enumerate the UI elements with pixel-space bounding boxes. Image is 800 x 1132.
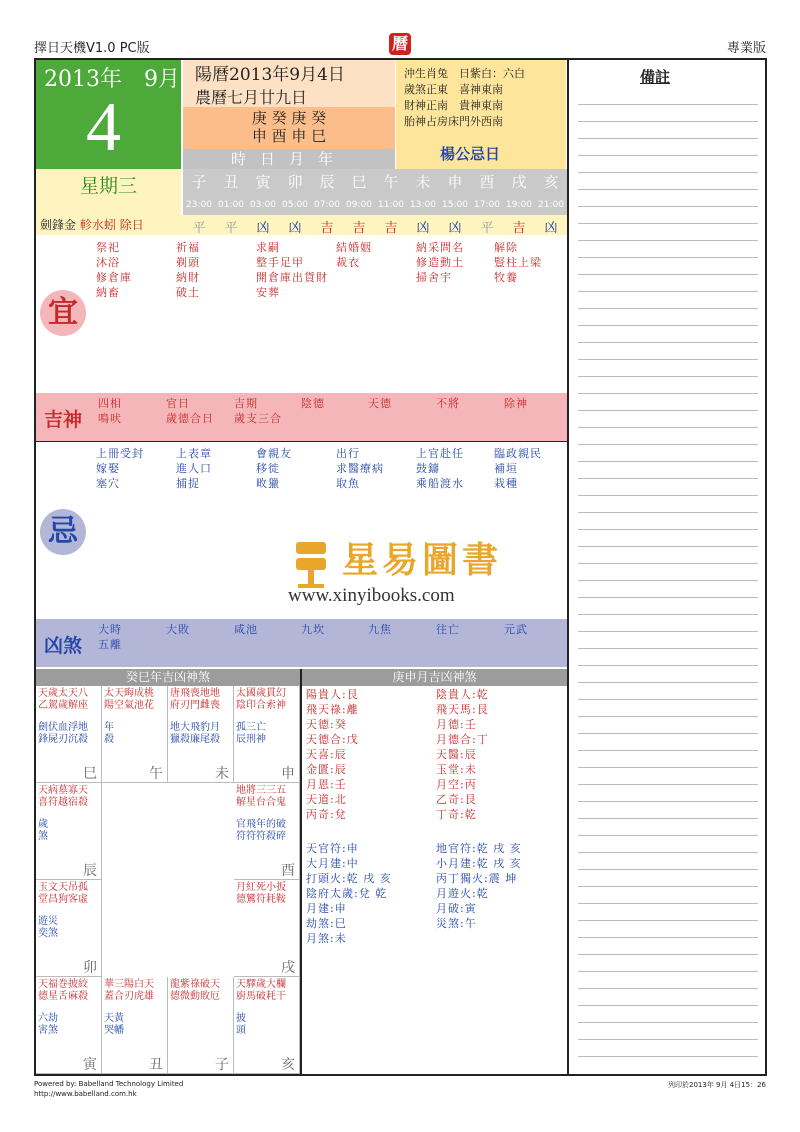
hour-time: 13:00 <box>410 200 436 210</box>
info-box <box>396 60 566 169</box>
month-good: 丙奇:兌 <box>306 808 347 821</box>
note-line[interactable] <box>578 223 758 224</box>
hour-branch: 未 <box>415 173 431 191</box>
hour-branch: 午 <box>383 173 399 191</box>
year-cell-good: 月紅死小扳 德鸞符耗鞍 <box>236 882 286 905</box>
note-line[interactable] <box>578 682 758 683</box>
month-good: 天道:北 <box>306 793 347 806</box>
hour-luck: 吉 <box>320 221 334 236</box>
ji-item: 塞穴 <box>96 477 120 490</box>
note-line[interactable] <box>578 954 758 955</box>
note-line[interactable] <box>578 767 758 768</box>
month-good: 天德合:戊 <box>306 733 359 746</box>
ji-item: 鼓鑄 <box>416 462 440 475</box>
note-line[interactable] <box>578 699 758 700</box>
hour-branch: 申 <box>447 173 463 191</box>
year-cell-good: 天歲太天八 乙駕歲解座 <box>38 688 88 711</box>
note-line[interactable] <box>578 614 758 615</box>
yi-item: 破土 <box>176 286 200 299</box>
month-bad: 打頭火:乾 戌 亥 <box>306 872 392 885</box>
note-line[interactable] <box>578 427 758 428</box>
year-cell-bad: 天黃 哭幡 <box>104 1013 124 1036</box>
yi-item: 納財 <box>176 271 200 284</box>
hour-branch: 寅 <box>255 173 271 191</box>
note-line[interactable] <box>578 937 758 938</box>
year-cell <box>36 977 102 1074</box>
note-line[interactable] <box>578 750 758 751</box>
note-line[interactable] <box>578 869 758 870</box>
note-line[interactable] <box>578 155 758 156</box>
hour-time: 21:00 <box>538 200 564 210</box>
year-cell-good: 龍紫祿破天 德微動敗厄 <box>170 979 220 1002</box>
note-line[interactable] <box>578 818 758 819</box>
jishen-item: 四相 <box>98 397 122 410</box>
hour-time: 09:00 <box>346 200 372 210</box>
month-bad: 小月建:乾 戌 亥 <box>436 857 522 870</box>
year-month: 2013年 9月 <box>44 67 180 92</box>
ji-item: 移徙 <box>256 462 280 475</box>
lunar-date: 農曆七月廿九日 <box>183 85 395 107</box>
branches: 申 酉 申 巳 <box>251 127 327 145</box>
yi-item: 牧養 <box>494 271 518 284</box>
year-cell-bad: 官飛年的破 符符符殺碎 <box>236 819 286 842</box>
yi-item: 結婚姻 <box>336 241 372 254</box>
ji-item: 上冊受封 <box>96 447 144 460</box>
yi-item: 安葬 <box>256 286 280 299</box>
note-line[interactable] <box>578 138 758 139</box>
year-cell-bad: 歲 煞 <box>38 819 48 842</box>
month-good: 飛天馬:艮 <box>436 703 489 716</box>
note-line[interactable] <box>578 784 758 785</box>
ji-item: 上表章 <box>176 447 212 460</box>
note-line[interactable] <box>578 495 758 496</box>
note-line[interactable] <box>578 971 758 972</box>
note-line[interactable] <box>578 274 758 275</box>
note-line[interactable] <box>578 665 758 666</box>
footer-url: http://www.babelland.com.hk <box>34 1090 137 1098</box>
month-bad: 劫煞:巳 <box>306 917 347 930</box>
hour-time: 15:00 <box>442 200 468 210</box>
note-line[interactable] <box>578 478 758 479</box>
note-line[interactable] <box>578 121 758 122</box>
hour-time: 07:00 <box>314 200 340 210</box>
year-cell-good: 玉文天吊孤 堂昌狗客虛 <box>38 882 88 905</box>
month-bad: 月遊火:乾 <box>436 887 489 900</box>
note-line[interactable] <box>578 529 758 530</box>
hour-luck-row <box>183 215 567 235</box>
year-cell-bad: 孤三亡 辰刑神 <box>236 722 266 745</box>
jishen-item: 歲德合日 <box>166 412 214 425</box>
month-good: 陰貴人:乾 <box>436 688 489 701</box>
month-good: 飛天祿:離 <box>306 703 359 716</box>
xiongsha-item: 大時 <box>98 623 122 636</box>
note-line[interactable] <box>578 410 758 411</box>
lunar-mansion: 軫水蚓 <box>79 218 116 232</box>
month-bad: 月煞:未 <box>306 932 347 945</box>
month-good: 天德:癸 <box>306 718 347 731</box>
stems: 庚 癸 庚 癸 <box>251 109 327 127</box>
ji-item: 乘船渡水 <box>416 477 464 490</box>
note-line[interactable] <box>578 512 758 513</box>
ji-badge: 忌 <box>40 509 86 555</box>
year-cell-branch: 子 <box>215 1057 229 1073</box>
hour-luck: 凶 <box>288 221 302 236</box>
year-cell-good: 地將三三五 解星台合鬼 <box>236 785 286 808</box>
yi-item: 求嗣 <box>256 241 280 254</box>
year-cell <box>102 686 168 783</box>
hour-luck: 凶 <box>544 221 558 236</box>
note-line[interactable] <box>578 563 758 564</box>
month-panel-title: 庚申月吉凶神煞 <box>302 669 567 686</box>
yi-item: 開倉庫出貨財 <box>256 271 328 284</box>
yi-item: 沐浴 <box>96 256 120 269</box>
year-panel-title: 癸巳年吉凶神煞 <box>36 669 300 686</box>
special-day: 楊公忌日 <box>440 145 501 163</box>
note-line[interactable] <box>578 546 758 547</box>
note-line[interactable] <box>578 631 758 632</box>
hour-luck: 凶 <box>416 221 430 236</box>
hour-luck: 凶 <box>256 221 270 236</box>
note-line[interactable] <box>578 1039 758 1040</box>
xiongsha-item: 九焦 <box>368 623 392 636</box>
month-good: 天喜:辰 <box>306 748 347 761</box>
month-good: 天醫:辰 <box>436 748 477 761</box>
year-cell-bad: 地大飛豹月 獵殺廉尾殺 <box>170 722 220 745</box>
note-line[interactable] <box>578 359 758 360</box>
hour-luck: 吉 <box>384 221 398 236</box>
month-bad: 陰府太歲:兌 乾 <box>306 887 388 900</box>
month-bad: 月破:寅 <box>436 902 477 915</box>
jishen-item: 不將 <box>436 397 460 410</box>
note-line[interactable] <box>578 1056 758 1057</box>
hour-branch: 酉 <box>479 173 495 191</box>
xiongsha-item: 大敗 <box>166 623 190 636</box>
nayin: 劍鋒金 <box>40 218 77 232</box>
yi-item: 剃頭 <box>176 256 200 269</box>
note-line[interactable] <box>578 597 758 598</box>
year-cell-branch: 酉 <box>281 863 295 879</box>
month-good: 月德:壬 <box>436 718 477 731</box>
xiongsha-item: 咸池 <box>234 623 258 636</box>
year-cell-good: 天驛歲大欄 廚馬破耗干 <box>236 979 286 1002</box>
month-good: 月德合:丁 <box>436 733 489 746</box>
yi-item: 修倉庫 <box>96 271 132 284</box>
month-good: 陽貴人:艮 <box>306 688 359 701</box>
ji-item: 求醫療病 <box>336 462 384 475</box>
xiongsha-section <box>36 619 567 667</box>
year-cell-good: 天病墓寡天 喜符越宿殺 <box>38 785 88 808</box>
watermark-name: 星易圖書 <box>342 539 503 581</box>
bookstore-logo-icon <box>290 540 332 590</box>
ji-item: 畋獵 <box>256 477 280 490</box>
hour-luck: 平 <box>192 221 206 236</box>
ji-item: 補垣 <box>494 462 518 475</box>
info-row: 沖生肖兔 日紫白：六白 <box>404 67 525 80</box>
note-line[interactable] <box>578 852 758 853</box>
year-cell <box>234 686 300 783</box>
month-good: 月恩:壬 <box>306 778 347 791</box>
note-line[interactable] <box>578 206 758 207</box>
hour-luck: 吉 <box>352 221 366 236</box>
year-cell <box>168 977 234 1074</box>
watermark-url: www.xinyibooks.com <box>288 585 455 606</box>
ji-item: 上官赴任 <box>416 447 464 460</box>
note-line[interactable] <box>578 257 758 258</box>
ji-item: 進人口 <box>176 462 212 475</box>
month-good: 丁奇:乾 <box>436 808 477 821</box>
jishen-item: 鳴吠 <box>98 412 122 425</box>
note-line[interactable] <box>578 393 758 394</box>
yi-item: 解除 <box>494 241 518 254</box>
year-cell-bad: 年 殺 <box>104 722 114 745</box>
hour-time: 11:00 <box>378 200 404 210</box>
month-bad: 月建:申 <box>306 902 347 915</box>
note-line[interactable] <box>578 920 758 921</box>
note-line[interactable] <box>578 733 758 734</box>
hour-table <box>183 169 567 215</box>
ji-item: 嫁娶 <box>96 462 120 475</box>
day-number: 4 <box>86 89 121 166</box>
note-line[interactable] <box>578 172 758 173</box>
note-line[interactable] <box>578 291 758 292</box>
ji-item: 會親友 <box>256 447 292 460</box>
year-cell-good: 天福巻披絞 德星舌麻殺 <box>38 979 88 1002</box>
yi-item: 祭祀 <box>96 241 120 254</box>
year-cell-branch: 寅 <box>83 1057 97 1073</box>
note-line[interactable] <box>578 308 758 309</box>
month-good: 玉堂:未 <box>436 763 477 776</box>
yi-item: 裁衣 <box>336 256 360 269</box>
jishen-item: 天德 <box>368 397 392 410</box>
note-line[interactable] <box>578 240 758 241</box>
month-good: 月空:丙 <box>436 778 477 791</box>
ji-item: 出行 <box>336 447 360 460</box>
year-cell-branch: 辰 <box>83 863 97 879</box>
year-cell <box>234 783 300 880</box>
year-cell <box>234 977 300 1074</box>
hour-luck: 平 <box>480 221 494 236</box>
yi-item: 掃舍宇 <box>416 271 452 284</box>
footer-powered: Powered by: Babelland Technology Limited <box>34 1080 184 1088</box>
hour-branch: 巳 <box>351 173 367 191</box>
year-cell-bad: 遊災 奕煞 <box>38 916 58 939</box>
yi-item: 納畜 <box>96 286 120 299</box>
year-cell-branch: 卯 <box>83 960 97 976</box>
note-line[interactable] <box>578 835 758 836</box>
note-line[interactable] <box>578 461 758 462</box>
hour-branch: 子 <box>191 173 207 191</box>
hour-time: 03:00 <box>250 200 276 210</box>
hour-branch: 卯 <box>287 173 303 191</box>
year-cell-bad: 六劫 害煞 <box>38 1013 58 1036</box>
note-line[interactable] <box>578 716 758 717</box>
info-row: 胎神占房床門外西南 <box>404 115 503 128</box>
date-box <box>36 60 181 169</box>
hour-time: 19:00 <box>506 200 532 210</box>
ji-item: 捕捉 <box>176 477 200 490</box>
weekday: 星期三 <box>36 169 181 215</box>
xiongsha-item: 九坎 <box>301 623 325 636</box>
info-row: 財神正南 貴神東南 <box>404 99 503 112</box>
jishen-section <box>36 393 567 441</box>
month-bad: 丙丁獨火:震 坤 <box>436 872 518 885</box>
hour-branch: 亥 <box>543 173 559 191</box>
year-cell <box>102 977 168 1074</box>
year-cell-branch: 亥 <box>281 1057 295 1073</box>
hour-time: 01:00 <box>218 200 244 210</box>
xiongsha-item: 往亡 <box>436 623 460 636</box>
note-line[interactable] <box>578 886 758 887</box>
yi-item: 豎柱上梁 <box>494 256 542 269</box>
year-cell <box>36 686 102 783</box>
year-cell-branch: 丑 <box>149 1057 163 1073</box>
ji-item: 栽種 <box>494 477 518 490</box>
footer-printed: 列印於2013年 9月 4日15：26 <box>668 1081 766 1089</box>
year-panel <box>36 686 300 1074</box>
note-line[interactable] <box>578 342 758 343</box>
note-line[interactable] <box>578 1022 758 1023</box>
year-cell-branch: 未 <box>215 766 229 782</box>
pillar-labels: 時日月年 <box>183 149 395 169</box>
hour-time: 23:00 <box>186 200 212 210</box>
jishen-label: 吉神 <box>44 409 83 431</box>
note-line[interactable] <box>578 104 758 105</box>
year-cell-good: 太天晦成桃 陽空氣池花 <box>104 688 154 711</box>
yi-item: 納采問名 <box>416 241 464 254</box>
xiongsha-item: 元武 <box>504 623 528 636</box>
year-cell-branch: 午 <box>149 766 163 782</box>
year-cell <box>168 686 234 783</box>
year-cell-good: 華三陽白天 蓋合刃虎雄 <box>104 979 154 1002</box>
hour-branch: 戌 <box>511 173 527 191</box>
month-bad: 災煞:午 <box>436 917 477 930</box>
yi-badge: 宜 <box>40 290 86 336</box>
jishen-item: 吉期 <box>234 397 258 410</box>
hour-time: 17:00 <box>474 200 500 210</box>
year-cell <box>234 880 300 977</box>
year-cell-branch: 戌 <box>281 960 295 976</box>
note-line[interactable] <box>578 325 758 326</box>
jishen-item: 歲支三合 <box>234 412 282 425</box>
yi-item: 整手足甲 <box>256 256 304 269</box>
hour-time: 05:00 <box>282 200 308 210</box>
month-bad: 大月建:中 <box>306 857 359 870</box>
xiongsha-item: 五離 <box>98 638 122 651</box>
edition-label: 專業版 <box>726 41 766 56</box>
month-panel <box>302 686 567 1074</box>
element-row <box>36 215 183 235</box>
year-cell-good: 太國歲貫幻 陰印合索神 <box>236 688 286 711</box>
month-good: 乙奇:艮 <box>436 793 477 806</box>
solar-date: 陽曆2013年9月4日 <box>183 60 395 85</box>
hour-luck: 吉 <box>512 221 526 236</box>
hour-luck: 平 <box>224 221 238 236</box>
hour-branch: 辰 <box>319 173 335 191</box>
yi-item: 修造動土 <box>416 256 464 269</box>
year-cell-branch: 巳 <box>83 766 97 782</box>
note-line[interactable] <box>578 376 758 377</box>
month-bad: 地官符:乾 戌 亥 <box>436 842 522 855</box>
notes-title: 備註 <box>640 68 671 86</box>
divider <box>567 60 569 1074</box>
jishen-item: 陰德 <box>301 397 325 410</box>
yi-item: 祈福 <box>176 241 200 254</box>
month-bad: 天官符:申 <box>306 842 359 855</box>
note-line[interactable] <box>578 648 758 649</box>
hour-luck: 凶 <box>448 221 462 236</box>
ganzhi-pillars <box>183 107 395 149</box>
year-cell-good: 唐飛喪地地 府刃門雌喪 <box>170 688 220 711</box>
year-cell <box>36 783 102 880</box>
app-title: 擇日天機V1.0 PC版 <box>34 41 150 56</box>
calendar-logo-icon: 曆 <box>389 33 411 55</box>
hour-branch: 丑 <box>223 173 239 191</box>
note-line[interactable] <box>578 580 758 581</box>
year-cell-bad: 披 頭 <box>236 1013 246 1036</box>
ji-item: 取魚 <box>336 477 360 490</box>
note-line[interactable] <box>578 801 758 802</box>
note-line[interactable] <box>578 189 758 190</box>
note-line[interactable] <box>578 444 758 445</box>
info-row: 歲煞正東 喜神東南 <box>404 83 503 96</box>
day-officer: 除日 <box>119 218 144 232</box>
jishen-item: 除神 <box>504 397 528 410</box>
note-line[interactable] <box>578 1005 758 1006</box>
note-line[interactable] <box>578 988 758 989</box>
yi-section <box>36 235 567 393</box>
year-cell <box>36 880 102 977</box>
ji-item: 臨政親民 <box>494 447 542 460</box>
year-cell-branch: 申 <box>281 766 295 782</box>
jishen-item: 官日 <box>166 397 190 410</box>
xiongsha-label: 凶煞 <box>44 635 83 657</box>
note-line[interactable] <box>578 903 758 904</box>
year-cell-bad: 劍伏血浮地 鋒屍刃沉殺 <box>38 722 88 745</box>
month-good: 金匱:辰 <box>306 763 347 776</box>
